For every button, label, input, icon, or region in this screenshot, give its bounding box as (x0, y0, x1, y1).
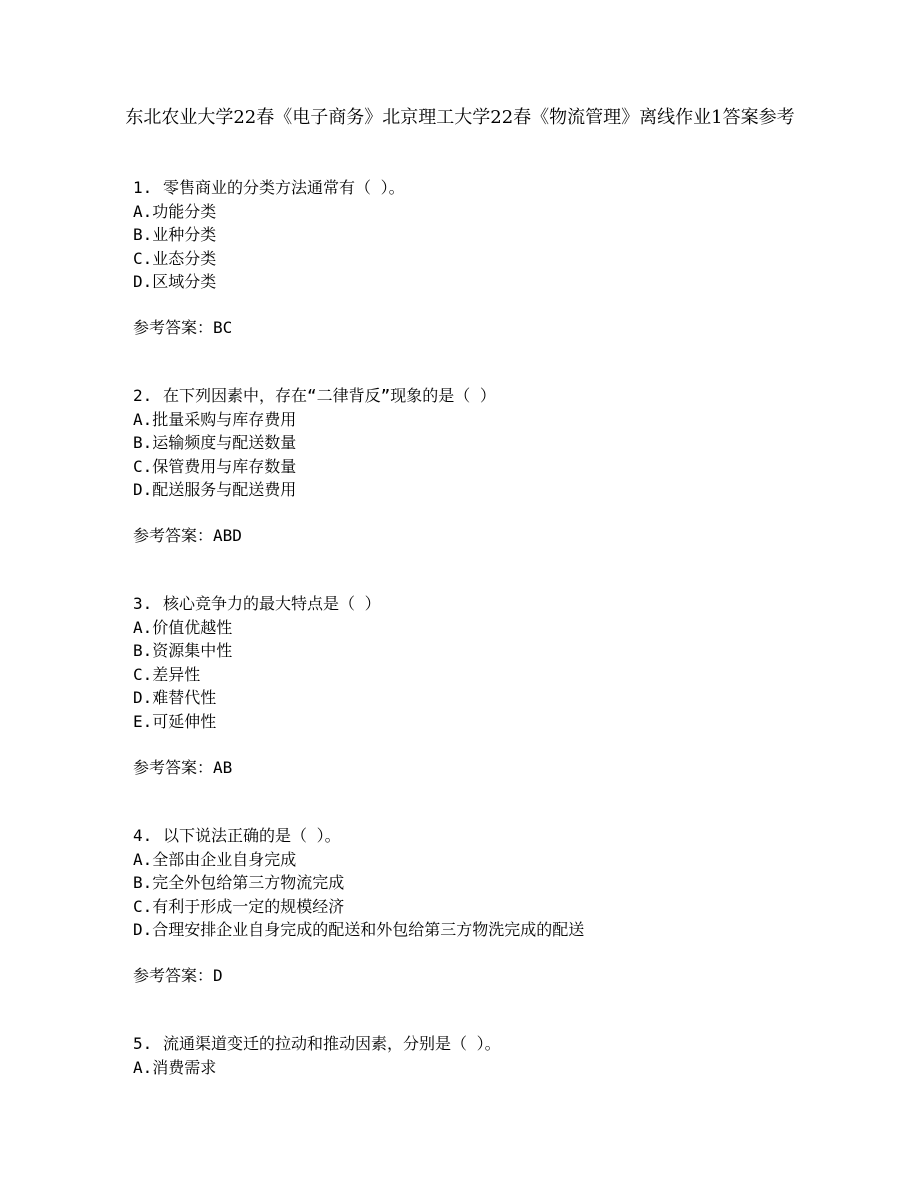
question-1 (133, 176, 833, 294)
question-number: 4. (133, 826, 153, 845)
question-text: 以下说法正确的是（ ）。 (163, 826, 341, 845)
answer-label: 参考答案： (133, 526, 214, 545)
question-number: 5. (133, 1034, 153, 1053)
option-c: C.差异性 (133, 664, 201, 684)
option-e: E.可延伸性 (133, 711, 217, 731)
answer-value: D (213, 966, 223, 985)
answer-value: BC (213, 318, 233, 337)
question-number: 2. (133, 386, 153, 405)
answer-label: 参考答案： (133, 758, 214, 777)
question-1-stem (133, 176, 833, 200)
answer-label: 参考答案： (133, 966, 214, 985)
question-2 (133, 384, 833, 502)
option-b: B.业种分类 (133, 225, 217, 244)
question-number: 1. (133, 178, 153, 197)
question-4-stem (133, 824, 833, 848)
option-b: B.资源集中性 (133, 641, 233, 660)
question-text: 核心竞争力的最大特点是（ ） (163, 594, 381, 613)
question-4 (133, 824, 833, 942)
document-title: 东北农业大学22春《电子商务》北京理工大学22春《物流管理》离线作业1答案参考 (125, 107, 795, 128)
question-text: 在下列因素中，存在“二律背反”现象的是（ ） (163, 386, 496, 405)
option-a: A.全部由企业自身完成 (133, 849, 297, 869)
question-text: 流通渠道变迁的拉动和推动因素，分别是（ ）。 (163, 1034, 501, 1053)
question-3-stem (133, 592, 833, 616)
option-d: D.合理安排企业自身完成的配送和外包给第三方物洗完成的配送 (133, 920, 585, 939)
option-a: A.功能分类 (133, 201, 217, 221)
option-c: C.有利于形成一定的规模经济 (133, 896, 345, 916)
question-2-stem (133, 384, 833, 408)
question-4-answer (133, 964, 833, 988)
option-d: D.难替代性 (133, 688, 217, 707)
question-text: 零售商业的分类方法通常有（ ）。 (163, 178, 405, 197)
question-3-answer (133, 756, 833, 780)
option-b: B.运输频度与配送数量 (133, 433, 297, 452)
answer-value: ABD (213, 526, 242, 545)
option-a: A.价值优越性 (133, 617, 233, 637)
question-5 (133, 1032, 833, 1079)
option-d: D.配送服务与配送费用 (133, 480, 297, 499)
option-a: A.批量采购与库存费用 (133, 409, 297, 429)
question-5-stem (133, 1032, 833, 1056)
question-2-answer (133, 524, 833, 548)
option-a: A.消费需求 (133, 1057, 217, 1077)
option-b: B.完全外包给第三方物流完成 (133, 873, 345, 892)
option-c: C.业态分类 (133, 248, 217, 268)
question-number: 3. (133, 594, 153, 613)
question-3 (133, 592, 833, 733)
answer-label: 参考答案： (133, 318, 214, 337)
option-c: C.保管费用与库存数量 (133, 456, 297, 476)
option-d: D.区域分类 (133, 272, 217, 291)
question-1-answer (133, 316, 833, 340)
answer-value: AB (213, 758, 233, 777)
